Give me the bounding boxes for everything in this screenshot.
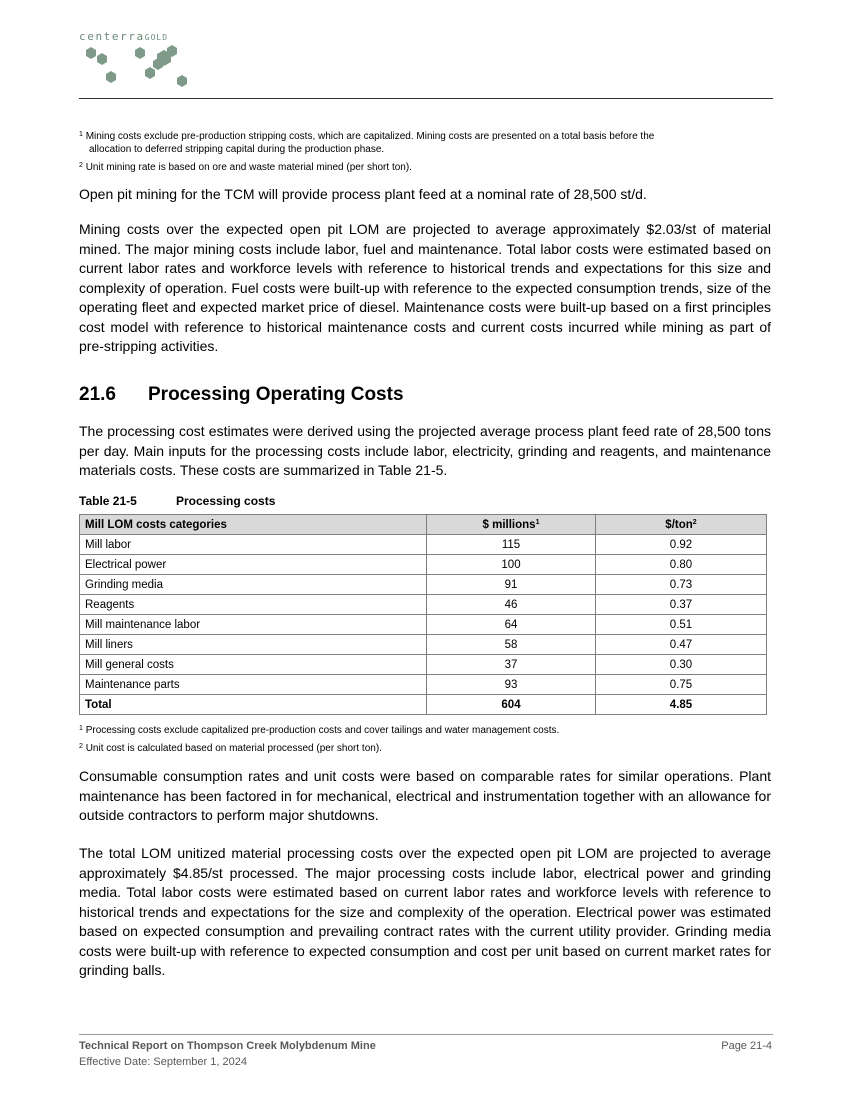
footer-divider <box>79 1034 773 1035</box>
footer-report-title: Technical Report on Thompson Creek Molybdenum Mine <box>79 1040 376 1052</box>
mining-footnote-1: $^1$ Mining costs exclude pre-production stripping costs, which are capitalized. Mining costs are presented on a total basis before the allocation to deferred stripping capital during the production phase. <box>79 131 655 155</box>
logo-text-main: centerra <box>79 30 145 43</box>
table-row <box>80 575 767 595</box>
cell-category: Maintenance parts <box>80 675 427 695</box>
table-footnote-2: $^2$ Unit cost is calculated based on material processed (per short ton). <box>79 743 382 754</box>
header-millions-text: $ millions <box>482 518 536 531</box>
cell-millions: 37 <box>427 655 596 675</box>
paragraph-processing-intro: The processing cost estimates were derived using the projected average process plant feed rate of 28,500 tons per day. Main inputs for the processing costs include labor, electricity, grinding and reagents, and maintenance materials costs. These costs are summarized in Table 21-5. <box>79 423 771 478</box>
mining-footnote-1-text: Mining costs exclude pre-production stripping costs, which are capitalized. Mining costs are presented on a total basis before the <box>85 131 655 142</box>
table-header-row <box>80 515 767 535</box>
table-title: Processing costs <box>176 494 276 508</box>
table-row <box>80 615 767 635</box>
header-per-ton-text: $/ton <box>665 518 693 531</box>
processing-costs-table <box>79 514 767 715</box>
cell-per-ton: 0.51 <box>596 615 767 635</box>
table-row <box>80 675 767 695</box>
cell-category: Mill general costs <box>80 655 427 675</box>
cell-millions: 46 <box>427 595 596 615</box>
paragraph-mining-costs: Mining costs over the expected open pit LOM are projected to average approximately $2.03/st of material mined. The major mining costs include labor, fuel and maintenance. Total labor costs were estimated based on current labor rates and workforce levels with reference to historical trends and expectations for this size and complexity of operation. Fuel costs were built-up with reference to the expected consumption trends, size of the operating fleet and expected market price of diesel. Maintenance costs were built-up based on a first principles cost model with reference to historical maintenance costs and current costs incurred while mining as part of pre-stripping activities. <box>79 221 771 354</box>
cell-per-ton: 0.92 <box>596 535 767 555</box>
cell-per-ton: 0.75 <box>596 675 767 695</box>
header-millions <box>427 515 596 535</box>
hexagon-cluster-icon <box>79 44 199 94</box>
mining-footnote-1-continuation: allocation to deferred stripping capital during the production phase. <box>89 144 385 155</box>
table-row <box>80 655 767 675</box>
section-title: Processing Operating Costs <box>148 384 404 405</box>
header-per-ton <box>596 515 767 535</box>
cell-category: Mill maintenance labor <box>80 615 427 635</box>
table-row <box>80 555 767 575</box>
table-footnote-1: $^1$ Processing costs exclude capitalized pre-production costs and cover tailings and water management costs. <box>79 725 560 736</box>
header-per-ton-sup: 2 <box>692 518 697 526</box>
table-row <box>80 595 767 615</box>
cell-millions: 93 <box>427 675 596 695</box>
company-logo <box>79 30 209 96</box>
cell-category: Electrical power <box>80 555 427 575</box>
cell-category: Mill liners <box>80 635 427 655</box>
mining-footnote-2: $^2$ Unit mining rate is based on ore and waste material mined (per short ton). <box>79 162 412 173</box>
cell-millions: 115 <box>427 535 596 555</box>
table-footnote-2-text: Unit cost is calculated based on material processed (per short ton). <box>85 743 382 754</box>
header-divider <box>79 98 773 99</box>
table-caption <box>79 494 275 508</box>
section-number: 21.6 <box>79 384 116 405</box>
paragraph-consumables: Consumable consumption rates and unit costs were based on comparable rates for similar operations. Plant maintenance has been factored in for mechanical, electrical and instrumentation together with an allowance for outside contractors to perform major shutdowns. <box>79 768 771 823</box>
cell-category: Grinding media <box>80 575 427 595</box>
header-millions-sup: 1 <box>535 518 540 526</box>
table-total-row <box>80 695 767 715</box>
table-label: Table 21-5 <box>79 494 137 508</box>
cell-per-ton: 0.73 <box>596 575 767 595</box>
cell-category: Mill labor <box>80 535 427 555</box>
header-category: Mill LOM costs categories <box>80 515 427 535</box>
section-heading <box>79 384 404 406</box>
cell-millions: 58 <box>427 635 596 655</box>
cell-per-ton: 0.30 <box>596 655 767 675</box>
cell-category: Reagents <box>80 595 427 615</box>
cell-per-ton: 0.47 <box>596 635 767 655</box>
paragraph-lom-processing: The total LOM unitized material processing costs over the expected open pit LOM are projected to average approximately $4.85/st processed. The major processing costs include labor, electrical power and grinding media. Total labor costs were estimated based on current labor rates and workforce levels with reference to historical trends and expectations for the size and complexity of the operation. Electrical power was estimated based on expected consumption and prevailing contract rates with the current utility provider. Grinding media costs were built-up with reference to expected consumption and cost per unit based on current market rates for grinding balls. <box>79 845 771 978</box>
mining-footnote-2-text: Unit mining rate is based on ore and waste material mined (per short ton). <box>85 162 412 173</box>
paragraph-open-pit: Open pit mining for the TCM will provide process plant feed at a nominal rate of 28,500 st/d. <box>79 186 647 202</box>
cell-millions: 64 <box>427 615 596 635</box>
table-footnote-1-text: Processing costs exclude capitalized pre-production costs and cover tailings and water management costs. <box>85 725 560 736</box>
table-row <box>80 635 767 655</box>
footer-page-number: Page 21-4 <box>721 1040 772 1052</box>
cell-per-ton: 0.37 <box>596 595 767 615</box>
cell-millions: 100 <box>427 555 596 575</box>
cell-per-ton: 0.80 <box>596 555 767 575</box>
cell-total-label: Total <box>80 695 427 715</box>
footer-effective-date: Effective Date: September 1, 2024 <box>79 1056 247 1068</box>
logo-text <box>79 30 168 43</box>
cell-millions: 91 <box>427 575 596 595</box>
table-row <box>80 535 767 555</box>
cell-total-millions: 604 <box>427 695 596 715</box>
logo-text-gold: GOLD <box>144 33 169 42</box>
cell-total-per-ton: 4.85 <box>596 695 767 715</box>
